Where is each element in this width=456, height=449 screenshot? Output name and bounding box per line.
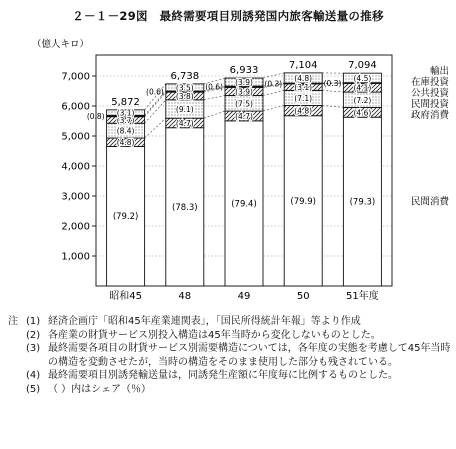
data-label: (0.8) [86, 112, 105, 122]
y-tick-label: 5,000 [61, 131, 90, 143]
total-label: 7,094 [348, 60, 377, 72]
y-axis-unit: （億人キロ） [32, 39, 90, 50]
x-tick-label: 49 [237, 291, 251, 302]
total-label: 5,872 [111, 96, 140, 108]
y-tick-label: 6,000 [61, 101, 90, 113]
data-label: (3.5) [175, 83, 194, 93]
data-label: (4.7) [175, 118, 194, 128]
data-label: (79.3) [349, 197, 376, 208]
legend-label: 在庫投資 [410, 77, 449, 89]
data-label: (3.8) [175, 91, 194, 101]
x-tick-label: 51年度 [346, 291, 379, 302]
data-label: (0.3) [264, 79, 283, 89]
data-label: (7.2) [353, 95, 372, 105]
data-label: (3.9) [235, 87, 253, 97]
note-text: 各産業の財貨サービス別投入構造は45年当時から変化しないものとした。 [48, 329, 381, 341]
legend-label: 政府消費 [410, 110, 449, 122]
note-number: (1) [26, 316, 41, 327]
note-item [8, 315, 454, 329]
connector-line [322, 105, 343, 107]
note-text: 最終需要項目別誘発輸送量は，同誘発生産額に年度毎に比例するものとした。 [48, 370, 398, 381]
data-label: (79.2) [112, 212, 139, 223]
note-number: (2) [26, 329, 41, 341]
data-label: (8.4) [116, 126, 135, 136]
total-label: 7,104 [288, 59, 318, 71]
note-item [8, 342, 454, 369]
note-number: (5) [26, 383, 41, 395]
y-tick-label: 4,000 [61, 161, 90, 173]
connector-line [263, 90, 284, 95]
data-label: (3.7) [116, 115, 135, 125]
data-label: (4.5) [353, 73, 372, 83]
y-tick-label: 3,000 [61, 191, 90, 203]
data-label: (0.6) [205, 82, 223, 92]
total-label: 6,933 [229, 65, 259, 77]
legend-label: 民間投資 [410, 99, 449, 111]
data-label: (0.6) [146, 87, 164, 97]
connector-line [263, 105, 284, 111]
figure-title: ２－１－29図 最終需要項目別誘発国内旅客輸送量の推移 [72, 9, 384, 23]
x-tick-label: 50 [296, 291, 310, 302]
data-label: (4.6) [353, 108, 372, 118]
connector-line [145, 118, 166, 138]
data-label: (4.7) [235, 111, 253, 121]
data-label: (79.4) [231, 199, 257, 210]
note-number: (3) [26, 343, 41, 354]
note-text: 経済企画庁「昭和45年産業連関表」，「国民所得統計年報」等より作成 [48, 316, 361, 327]
data-label: (4.8) [294, 74, 313, 84]
legend-label: 公共投資 [410, 88, 449, 100]
data-label: (3.9) [235, 78, 253, 88]
notes-prefix: 注 [8, 316, 18, 327]
data-label: (7.5) [235, 99, 253, 109]
data-label: (4.8) [294, 106, 313, 116]
note-item [8, 383, 454, 397]
data-label: (3.1) [294, 83, 313, 93]
notes [8, 315, 454, 396]
x-tick-label: 昭和45 [109, 291, 142, 302]
note-text: （ ）内はシェア（％） [48, 383, 151, 395]
connector-line [204, 95, 225, 99]
connector-line [204, 111, 225, 118]
y-tick-label: 2,000 [61, 221, 90, 233]
legend-label: 民間消費 [410, 196, 449, 208]
legend-label: 輸出 [429, 66, 449, 78]
note-text: 最終需要各項目の財貨サービス別需要構造については，各年度の実態を考慮して45年当時の構造を変動させたが，当時の構造をそのまま使用した部分も残されている。 [48, 343, 451, 368]
data-label: (4.1) [353, 83, 372, 93]
data-label: (0.3) [323, 79, 342, 89]
note-item [8, 369, 454, 383]
data-label: (78.3) [172, 202, 198, 213]
x-tick-label: 48 [178, 291, 192, 302]
connector-line [322, 90, 343, 92]
data-label: (3.1) [116, 108, 135, 118]
total-label: 6,738 [170, 70, 200, 82]
y-tick-label: 1,000 [61, 251, 90, 263]
note-item [8, 329, 454, 343]
note-number: (4) [26, 370, 41, 381]
data-label: (4.8) [116, 138, 135, 148]
data-label: (7.1) [294, 93, 313, 103]
connector-line [263, 73, 284, 78]
data-label: (9.1) [175, 105, 194, 115]
y-tick-label: 7,000 [61, 71, 90, 83]
data-label: (79.9) [290, 196, 316, 207]
